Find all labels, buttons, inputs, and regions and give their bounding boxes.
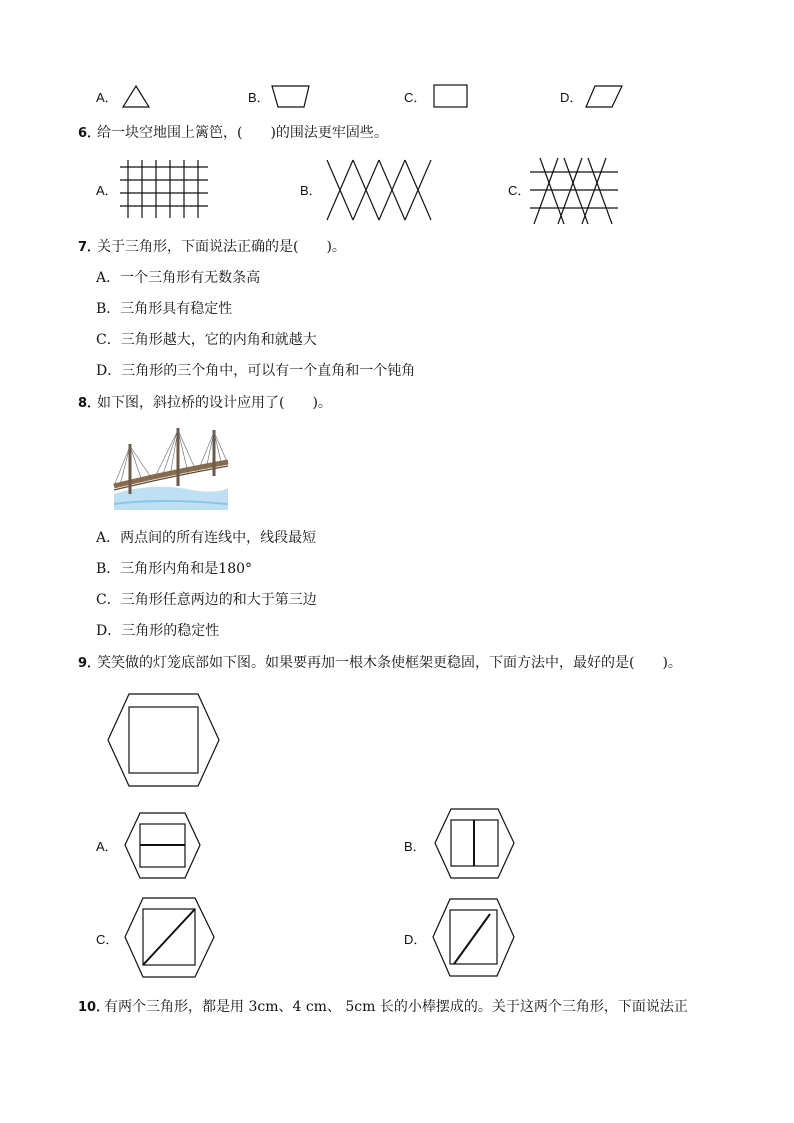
option-label: B． [404,839,426,854]
option-a[interactable]: A．一个三角形有无数条高 [96,270,261,286]
question-stem: 关于三角形，下面说法正确的是( )。 [97,239,346,255]
option-label: C． [404,90,427,105]
option-label: C． [508,183,531,198]
trapezoid-shape [271,85,313,109]
grid-fence-figure [120,160,210,220]
hexagon-long-diagonal-figure [124,897,216,979]
option-b[interactable]: B．三角形内角和是180° [96,561,253,577]
rectangle-shape [433,84,469,110]
option-label: A． [96,183,118,198]
question-number: 9． [78,656,101,671]
option-label: D． [404,932,427,947]
question-stem: 有两个三角形，都是用 3cm、4 cm、 5cm 长的小棒摆成的。关于这两个三角形，下面说法正 [104,999,688,1015]
option-d[interactable]: D．三角形的三个角中，可以有一个直角和一个钝角 [96,363,416,379]
option-label: A． [96,839,118,854]
option-label: A． [96,90,118,105]
question-number: 8． [78,396,101,411]
option-label: B． [300,183,322,198]
triangle-shape [122,84,152,110]
cable-stayed-bridge-illustration [112,424,230,512]
option-label: D． [560,90,583,105]
hexagon-vertical-bar-figure [434,808,516,880]
option-b[interactable]: B．三角形具有稳定性 [96,301,233,317]
hexagon-short-diagonal-figure [432,898,516,978]
option-label: C． [96,932,119,947]
lantern-base-hexagon-figure [107,693,221,789]
question-stem: 如下图，斜拉桥的设计应用了( )。 [97,395,332,411]
question-number: 7． [78,240,101,255]
parallelogram-shape [585,85,625,109]
question-number: 6． [78,126,101,141]
question-stem: 给一块空地围上篱笆，( )的围法更牢固些。 [97,125,388,141]
option-c[interactable]: C．三角形任意两边的和大于第三边 [96,592,317,608]
hexagon-horizontal-bar-figure [124,812,202,880]
option-a[interactable]: A．两点间的所有连线中，线段最短 [96,530,317,546]
option-d[interactable]: D．三角形的稳定性 [96,623,220,639]
triangle-lattice-fence-figure [530,156,620,226]
question-number: 10． [78,1000,110,1015]
option-label: B． [248,90,270,105]
option-c[interactable]: C．三角形越大，它的内角和就越大 [96,332,317,348]
crossed-fence-figure [325,158,435,224]
question-stem: 笑笑做的灯笼底部如下图。如果要再加一根木条使框架更稳固，下面方法中，最好的是( )。 [97,655,682,671]
